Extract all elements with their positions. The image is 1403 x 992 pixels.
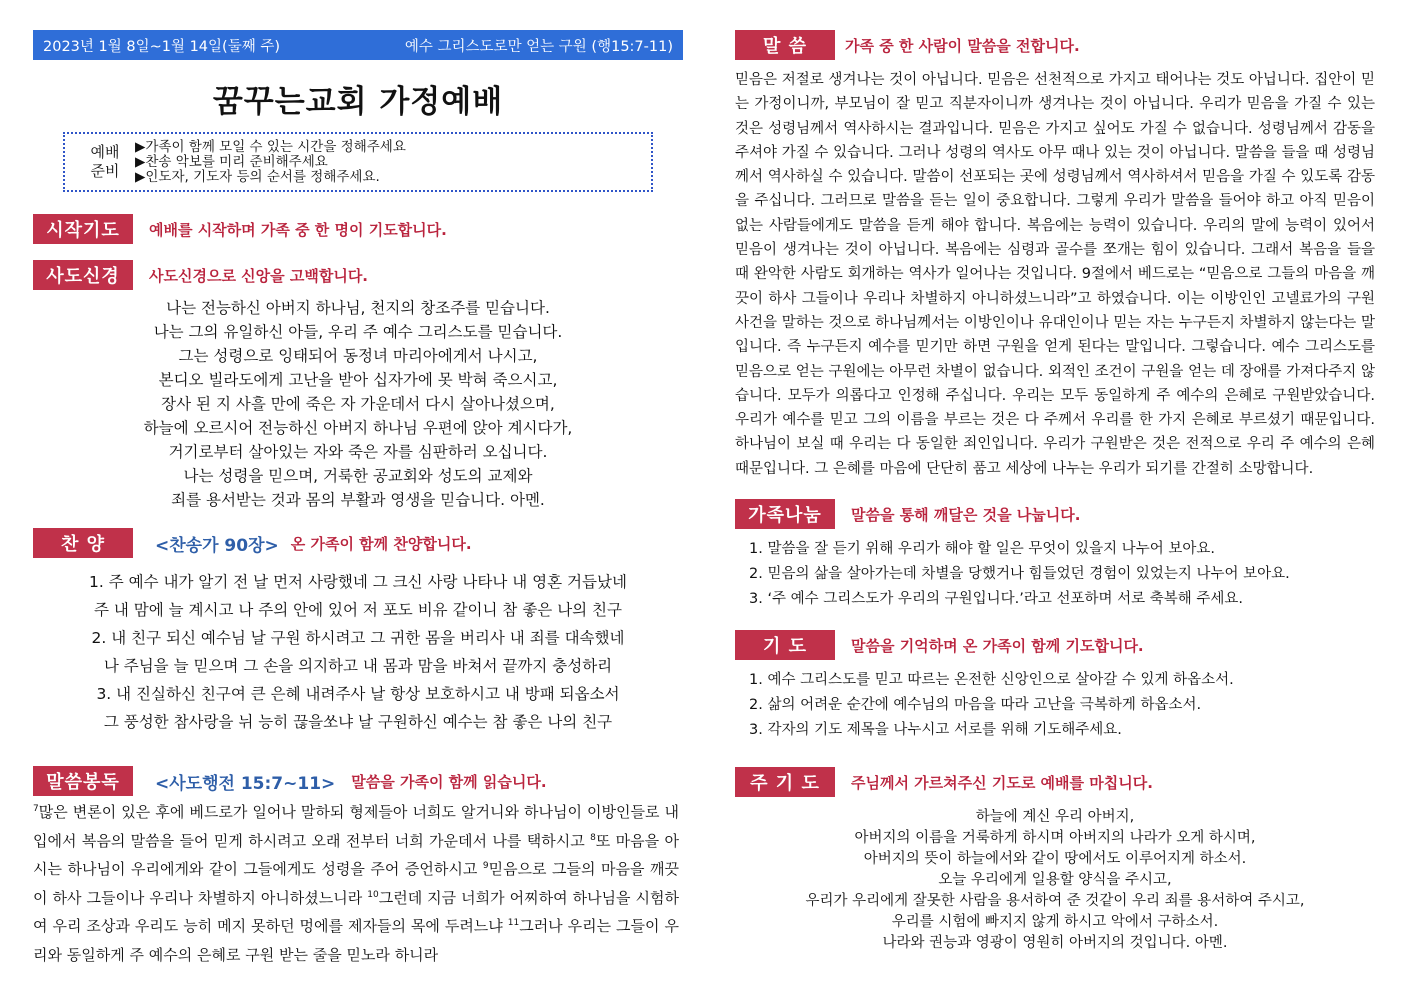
scripture-text <box>33 798 683 969</box>
verse-text: 그러나 우리는 그들이 우리와 동일하게 주 예수의 은혜로 구원 받는 줄을 믿노라 하니라 <box>33 917 679 964</box>
section-lords-prayer <box>735 767 1375 797</box>
section-desc: 예배를 시작하며 가족 중 한 명이 기도합니다. <box>149 220 447 239</box>
section-desc: 말씀을 가족이 함께 읽습니다. <box>351 772 547 791</box>
prep-items <box>135 140 406 185</box>
sharing-list <box>735 537 1375 612</box>
section-sermon <box>735 30 1375 60</box>
prayer-line: 오늘 우리에게 일용할 양식을 주시고, <box>938 872 1172 889</box>
section-tag: 기 도 <box>735 630 835 660</box>
lords-prayer-text <box>735 807 1375 954</box>
prep-label <box>85 143 125 181</box>
section-sharing <box>735 499 1375 529</box>
section-tag: 주 기 도 <box>735 767 835 797</box>
section-desc: 온 가족이 함께 찬양합니다. <box>290 534 472 553</box>
verse-text: 또 마음을 아시는 하나님이 우리에게와 같이 그들에게도 성령을 주어 증언하시고 <box>33 831 679 878</box>
prayer-line: 우리를 시험에 빠지지 않게 하시고 악에서 구하소서. <box>891 914 1219 931</box>
verse-number: 9 <box>482 861 489 871</box>
section-desc: 가족 중 한 사람이 말씀을 전합니다. <box>845 36 1080 55</box>
hymn-lyrics <box>33 568 683 736</box>
prep-item: ▶인도자, 기도자 등의 순서를 정해주세요. <box>135 168 380 185</box>
verse-number: 11 <box>507 918 520 928</box>
reading-reference: <사도행전 15:7~11> <box>155 773 336 794</box>
creed-line: 나는 전능하신 아버지 하나님, 천지의 창조주를 믿습니다. <box>166 299 550 317</box>
hymn-line: 1. 주 예수 내가 알기 전 날 먼저 사랑했네 그 크신 사랑 나타나 내 영혼 거듭났네 <box>89 573 627 591</box>
prep-label-line1: 예배 <box>90 143 120 161</box>
prayer-line: 하늘에 계신 우리 아버지, <box>975 809 1135 826</box>
section-desc: 사도신경으로 신앙을 고백합니다. <box>149 266 369 285</box>
list-item: 3. ‘주 예수 그리스도가 우리의 구원입니다.’라고 선포하며 서로 축복해 주세요. <box>749 591 1243 608</box>
verse-number: 10 <box>367 889 379 900</box>
creed-text <box>33 296 683 512</box>
header-date: 2023년 1월 8일~1월 14일(둘째 주) <box>43 38 280 55</box>
verse-number: 8 <box>590 832 596 843</box>
prayer-line: 나라와 권능과 영광이 영원히 아버지의 것입니다. 아멘. <box>882 935 1228 952</box>
section-tag: 사도신경 <box>33 260 133 290</box>
section-hymn <box>33 528 683 558</box>
hymn-line: 3. 내 진실하신 친구여 큰 은혜 내려주사 날 항상 보호하시고 내 방패 되옵소서 <box>96 685 620 703</box>
section-tag: 말씀봉독 <box>33 766 133 796</box>
hymn-line: 나 주님을 늘 믿으며 그 손을 의지하고 내 몸과 맘을 바쳐서 끝까지 충성하리 <box>103 657 613 675</box>
section-desc: 말씀을 기억하며 온 가족이 함께 기도합니다. <box>851 636 1144 655</box>
creed-line: 나는 그의 유일하신 아들, 우리 주 예수 그리스도를 믿습니다. <box>153 323 563 341</box>
section-creed <box>33 260 683 290</box>
left-column <box>33 30 683 969</box>
hymn-reference: <찬송가 90장> <box>155 535 279 556</box>
list-item: 1. 예수 그리스도를 믿고 따르는 온전한 신앙인으로 살아갈 수 있게 하옵소서. <box>749 672 1234 689</box>
list-item: 1. 말씀을 잘 듣기 위해 우리가 해야 할 일은 무엇이 있을지 나누어 보아요. <box>749 541 1215 558</box>
header-bar <box>33 30 683 60</box>
creed-line: 거기로부터 살아있는 자와 죽은 자를 심판하러 오십니다. <box>168 443 548 461</box>
creed-line: 그는 성령으로 잉태되어 동정녀 마리아에게서 나시고, <box>178 347 538 365</box>
page-title: 꿈꾸는교회 가정예배 <box>212 84 504 120</box>
section-desc: 말씀을 통해 깨달은 것을 나눕니다. <box>851 505 1081 524</box>
creed-line: 본디오 빌라도에게 고난을 받아 십자가에 못 박혀 죽으시고, <box>158 371 558 389</box>
prayer-list <box>735 668 1375 743</box>
prep-box <box>63 132 653 192</box>
section-tag: 찬 양 <box>33 528 133 558</box>
sermon-body: 믿음은 저절로 생겨나는 것이 아닙니다. 믿음은 선천적으로 가지고 태어나는 것도 아닙니다. 집안이 믿는 가정이니까, 부모님이 잘 믿고 직분자이니까 생겨나는 것이 아닙니다. 우리가 믿음을 가질 수 있는 것은 성령님께서 역사하시는 결과입니다. 믿음은 가지고 싶어도 가질 수 없습니다. 성령님께서 감동을 주셔야 가질 수 있습니다. 그러나 성령의 역사도 아무 때나 있는 것이 아닙니다. 말씀을 들을 때 성령님께서 역사하실 수 있습니다. 말씀이 선포되는 곳에 성령님께서 역사하셔서 믿음을 가질 수 있도록 감동을 주십니다. 그러므로 말씀을 듣는 일이 중요합니다. 그렇게 우리가 말씀을 들어야 하고 아직 믿음이 없는 사람들에게도 말씀을 듣게 해야 합니다. 복음에는 능력이 있습니다. 우리의 말에 능력이 있어서 믿음이 생겨나는 것이 아닙니다. 복음에는 심령과 골수를 쪼개는 힘이 있습니다. 그래서 복음을 들을 때 완악한 사람도 회개하는 역사가 일어나는 것입니다. 9절에서 베드로는 “믿음으로 그들의 마음을 깨끗이 하사 그들이나 우리나 차별하지 아니하셨느니라”고 하였습니다. 이는 이방인인 고넬료가의 구원 사건을 말하는 것으로 하나님께서는 이방인이나 유대인이나 믿는 자는 누구든지 차별하지 않는다는 말입니다. 즉 누구든지 예수를 믿기만 하면 구원을 얻게 된다는 말입니다. 그렇습니다. 예수 그리스도를 믿음으로 얻는 구원에는 아무런 차별이 없습니다. 외적인 조건이 구원을 얻는 데 장애를 가져다주지 않습니다. 모두가 의롭다고 인정해 주십니다. 우리는 모두 동일하게 주 예수의 은혜로 구원받았습니다. 우리가 예수를 믿고 그의 이름을 부르는 것은 다 주께서 우리를 한 가지 은혜로 부르셨기 때문입니다. 하나님이 보실 때 우리는 다 동일한 죄인입니다. 우리가 구원받은 것은 전적으로 우리 주 예수의 은혜 때문입니다. 그 은혜를 마음에 단단히 품고 세상에 나누는 우리가 되기를 간절히 소망합니다. <box>735 72 1375 477</box>
verse-number: 7 <box>33 804 39 814</box>
creed-line: 장사 된 지 사흘 만에 죽은 자 가운데서 다시 살아나셨으며, <box>161 395 555 413</box>
section-tag: 말 씀 <box>735 30 835 60</box>
prayer-line: 아버지의 뜻이 하늘에서와 같이 땅에서도 이루어지게 하소서. <box>863 851 1247 868</box>
section-tag: 가족나눔 <box>735 499 835 529</box>
creed-line: 하늘에 오르시어 전능하신 아버지 하나님 우편에 앉아 계시다가, <box>143 419 573 437</box>
verse-text: 믿음으로 그들의 마음을 깨끗이 하사 그들이나 우리나 차별하지 아니하셨느니라 <box>33 860 680 907</box>
section-reading <box>33 766 683 796</box>
section-prayer <box>735 630 1375 660</box>
creed-line: 죄를 용서받는 것과 몸의 부활과 영생을 믿습니다. 아멘. <box>171 491 545 509</box>
prayer-line: 우리가 우리에게 잘못한 사람을 용서하여 준 것같이 우리 죄를 용서하여 주시고, <box>805 893 1305 910</box>
list-item: 3. 각자의 기도 제목을 나누시고 서로를 위해 기도해주세요. <box>749 722 1122 739</box>
header-theme: 예수 그리스도로만 얻는 구원 (행15:7-11) <box>404 38 673 55</box>
verse-text: 많은 변론이 있은 후에 베드로가 일어나 말하되 형제들아 너희도 알거니와 하나님이 이방인들로 내 입에서 복음의 말씀을 들어 믿게 하시려고 오래 전부터 너희 가운데서 나를 택하시고 <box>33 803 679 850</box>
list-item: 2. 믿음의 삶을 살아가는데 차별을 당했거나 힘들었던 경험이 있었는지 나누어 보아요. <box>749 566 1290 583</box>
prep-item: ▶찬송 악보를 미리 준비해주세요 <box>135 153 328 170</box>
list-item: 2. 삶의 어려운 순간에 예수님의 마음을 따라 고난을 극복하게 하옵소서. <box>749 697 1202 714</box>
creed-line: 나는 성령을 믿으며, 거룩한 공교회와 성도의 교제와 <box>183 467 533 485</box>
section-opening-prayer <box>33 214 683 244</box>
hymn-line: 주 내 맘에 늘 계시고 나 주의 안에 있어 저 포도 비유 같이니 참 좋은 나의 친구 <box>93 601 623 619</box>
prep-label-line2: 준비 <box>90 162 120 180</box>
section-desc: 주님께서 가르쳐주신 기도로 예배를 마칩니다. <box>851 773 1153 792</box>
hymn-line: 2. 내 친구 되신 예수님 날 구원 하시려고 그 귀한 몸을 버리사 내 죄를 대속했네 <box>91 629 625 647</box>
hymn-line: 그 풍성한 참사랑을 뉘 능히 끊을쏘냐 날 구원하신 예수는 참 좋은 나의 친구 <box>103 713 613 731</box>
prep-item: ▶가족이 함께 모일 수 있는 시간을 정해주세요 <box>135 138 406 155</box>
verse-text: 그런데 지금 너희가 어찌하여 하나님을 시험하여 우리 조상과 우리도 능히 메지 못하던 멍에를 제자들의 목에 두려느냐 <box>33 888 680 935</box>
prayer-line: 아버지의 이름을 거룩하게 하시며 아버지의 나라가 오게 하시며, <box>854 830 1256 847</box>
right-column <box>735 30 1375 954</box>
section-tag: 시작기도 <box>33 214 133 244</box>
